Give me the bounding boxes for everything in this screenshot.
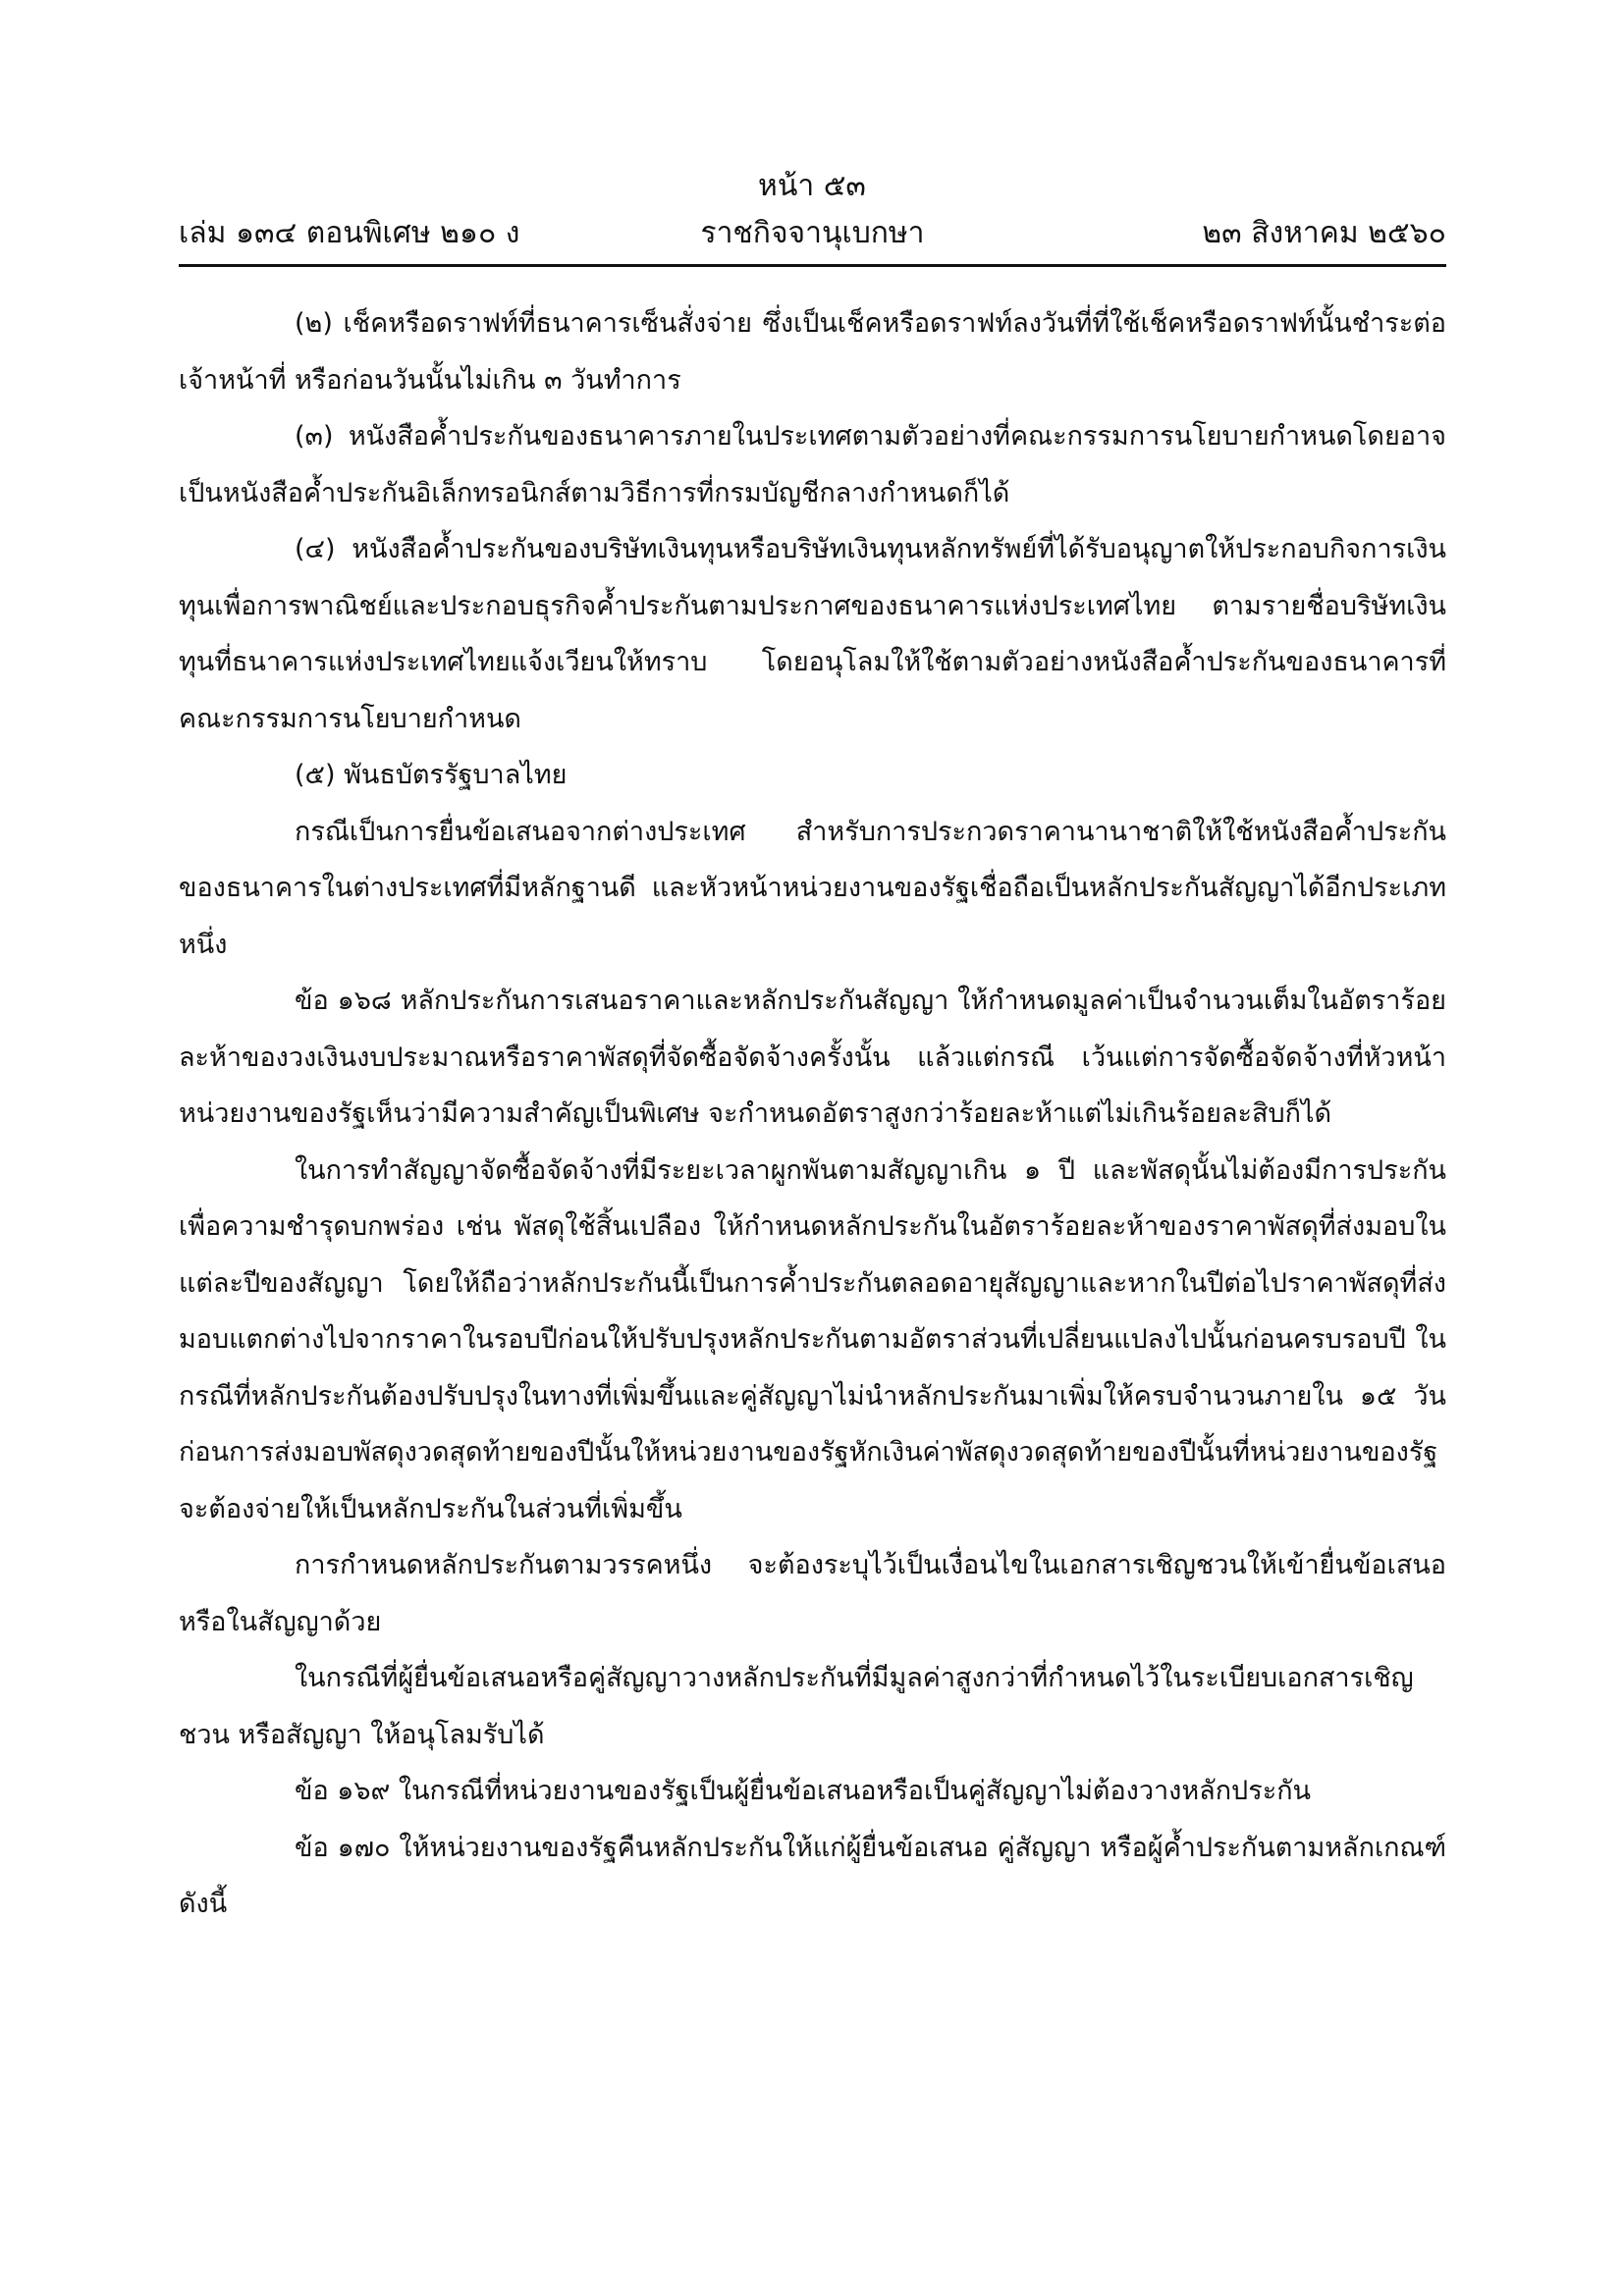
header-divider bbox=[179, 264, 1446, 267]
paragraph-security-condition: การกำหนดหลักประกันตามวรรคหนึ่ง จะต้องระบุไว้เป็นเงื่อนไขในเอกสารเชิญชวนให้เข้ายื่นข้อเสนอหรือในสัญญาด้วย bbox=[179, 1550, 1446, 1637]
document-body bbox=[179, 295, 1446, 1933]
paragraph-clause-168: ข้อ ๑๖๘ หลักประกันการเสนอราคาและหลักประกันสัญญา ให้กำหนดมูลค่าเป็นจำนวนเต็มในอัตราร้อยละห้าของวงเงินงบประมาณหรือราคาพัสดุที่จัดซื้อจัดจ้างครั้งนั้น แล้วแต่กรณี เว้นแต่การจัดซื้อจัดจ้างที่หัวหน้าหน่วยงานของรัฐเห็นว่ามีความสำคัญเป็นพิเศษ จะกำหนดอัตราสูงกว่าร้อยละห้าแต่ไม่เกินร้อยละสิบก็ได้ bbox=[179, 986, 1446, 1129]
paragraph-foreign-bid: กรณีเป็นการยื่นข้อเสนอจากต่างประเทศ สำหรับการประกวดราคานานาชาติให้ใช้หนังสือค้ำประกันของธนาคารในต่างประเทศที่มีหลักฐานดี และหัวหน้าหน่วยงานของรัฐเชื่อถือเป็นหลักประกันสัญญาได้อีกประเภทหนึ่ง bbox=[179, 816, 1446, 960]
gazette-name: ราชกิจจานุเบกษา bbox=[700, 216, 925, 250]
page-number: หน้า ๕๓ bbox=[758, 169, 866, 203]
paragraph-excess-security: ในกรณีที่ผู้ยื่นข้อเสนอหรือคู่สัญญาวางหลักประกันที่มีมูลค่าสูงกว่าที่กำหนดไว้ในระเบียบเอกสารเชิญชวน หรือสัญญา ให้อนุโลมรับได้ bbox=[179, 1663, 1414, 1750]
gazette-header bbox=[179, 212, 1446, 255]
paragraph-item-3: (๓) หนังสือค้ำประกันของธนาคารภายในประเทศตามตัวอย่างที่คณะกรรมการนโยบายกำหนดโดยอาจเป็นหนังสือค้ำประกันอิเล็กทรอนิกส์ตามวิธีการที่กรมบัญชีกลางกำหนดก็ได้ bbox=[179, 421, 1446, 508]
publication-date: ๒๓ สิงหาคม ๒๕๖๐ bbox=[1202, 216, 1446, 250]
volume-issue: เล่ม ๑๓๔ ตอนพิเศษ ๒๑๐ ง bbox=[179, 216, 520, 250]
paragraph-clause-170: ข้อ ๑๗๐ ให้หน่วยงานของรัฐคืนหลักประกันให้แก่ผู้ยื่นข้อเสนอ คู่สัญญา หรือผู้ค้ำประกันตามหลักเกณฑ์ ดังนี้ bbox=[179, 1832, 1446, 1919]
paragraph-clause-169: ข้อ ๑๖๙ ในกรณีที่หน่วยงานของรัฐเป็นผู้ยื่นข้อเสนอหรือเป็นคู่สัญญาไม่ต้องวางหลักประกัน bbox=[295, 1776, 1312, 1806]
paragraph-item-5: (๕) พันธบัตรรัฐบาลไทย bbox=[295, 760, 568, 790]
paragraph-multi-year-contract: ในการทำสัญญาจัดซื้อจัดจ้างที่มีระยะเวลาผูกพันตามสัญญาเกิน ๑ ปี และพัสดุนั้นไม่ต้องมีการประกันเพื่อความชำรุดบกพร่อง เช่น พัสดุใช้สิ้นเปลือง ให้กำหนดหลักประกันในอัตราร้อยละห้าของราคาพัสดุที่ส่งมอบในแต่ละปีของสัญญา โดยให้ถือว่าหลักประกันนี้เป็นการค้ำประกันตลอดอายุสัญญาและหากในปีต่อไปราคาพัสดุที่ส่งมอบแตกต่างไปจากราคาในรอบปีก่อนให้ปรับปรุงหลักประกันตามอัตราส่วนที่เปลี่ยนแปลงไปนั้นก่อนครบรอบปี ในกรณีที่หลักประกันต้องปรับปรุงในทางที่เพิ่มขึ้นและคู่สัญญาไม่นำหลักประกันมาเพิ่มให้ครบจำนวนภายใน ๑๕ วัน ก่อนการส่งมอบพัสดุงวดสุดท้ายของปีนั้นให้หน่วยงานของรัฐหักเงินค่าพัสดุงวดสุดท้ายของปีนั้นที่หน่วยงานของรัฐจะต้องจ่ายให้เป็นหลักประกันในส่วนที่เพิ่มขึ้น bbox=[179, 1154, 1446, 1524]
paragraph-item-2: (๒) เช็คหรือดราฟท์ที่ธนาคารเซ็นสั่งจ่าย ซึ่งเป็นเช็คหรือดราฟท์ลงวันที่ที่ใช้เช็คหรือดราฟท์นั้นชำระต่อเจ้าหน้าที่ หรือก่อนวันนั้นไม่เกิน ๓ วันทำการ bbox=[179, 308, 1446, 396]
paragraph-item-4: (๔) หนังสือค้ำประกันของบริษัทเงินทุนหรือบริษัทเงินทุนหลักทรัพย์ที่ได้รับอนุญาตให้ประกอบกิจการเงินทุนเพื่อการพาณิชย์และประกอบธุรกิจค้ำประกันตามประกาศของธนาคารแห่งประเทศไทย ตามรายชื่อบริษัทเงินทุนที่ธนาคารแห่งประเทศไทยแจ้งเวียนให้ทราบ โดยอนุโลมให้ใช้ตามตัวอย่างหนังสือค้ำประกันของธนาคารที่คณะกรรมการนโยบายกำหนด bbox=[179, 534, 1446, 734]
